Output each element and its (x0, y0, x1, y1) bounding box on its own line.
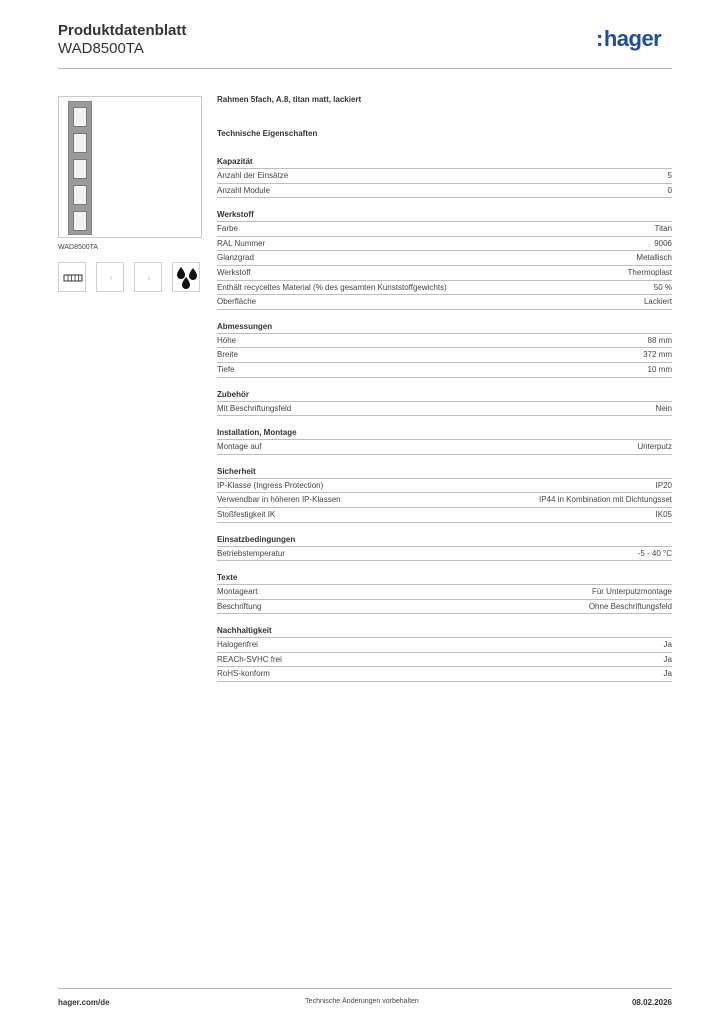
spec-section (217, 388, 672, 417)
water-drops-icon (172, 262, 200, 292)
section-heading: Werkstoff (217, 208, 672, 222)
spec-row (217, 493, 672, 508)
spec-row (217, 402, 672, 417)
spec-row (217, 348, 672, 363)
logo-text: hager (603, 26, 662, 51)
frame-slot (73, 211, 87, 231)
spec-value: -5 - 40 °C (637, 548, 672, 558)
section-heading: Sicherheit (217, 465, 672, 479)
frame-slot (73, 159, 87, 179)
logo-colon-icon: : (596, 26, 603, 51)
spec-row (217, 667, 672, 682)
spec-label: Tiefe (217, 364, 235, 374)
spec-row (217, 479, 672, 494)
spec-sections (217, 155, 672, 682)
spec-row (217, 653, 672, 668)
image-caption: WAD8500TA (58, 244, 99, 251)
spec-value: Nein (655, 403, 672, 413)
spec-label: Halogenfrei (217, 640, 258, 650)
spec-value: Unterputz (637, 442, 672, 452)
article-number: WAD8500TA (58, 40, 144, 57)
section-heading: Einsatzbedingungen (217, 533, 672, 547)
spec-row (217, 600, 672, 615)
spec-label: Verwendbar in höheren IP-Klassen (217, 495, 341, 505)
spec-value: Metallisch (636, 253, 672, 263)
spec-label: REACh-SVHC frei (217, 654, 282, 664)
spec-row (217, 266, 672, 281)
spec-row (217, 184, 672, 199)
spec-value: Ja (663, 640, 672, 650)
spec-value: 50 % (653, 282, 672, 292)
spec-content (217, 92, 672, 682)
spec-row (217, 547, 672, 562)
spec-label: Breite (217, 350, 238, 360)
tech-properties-title: Technische Eigenschaften (217, 129, 318, 138)
spec-label: Beschriftung (217, 601, 262, 611)
section-heading: Nachhaltigkeit (217, 624, 672, 638)
footer-website: hager.com/de (58, 998, 110, 1007)
spec-label: Glanzgrad (217, 253, 254, 263)
footer-divider (58, 988, 672, 989)
spec-value: 0 (667, 185, 672, 195)
spec-label: IP-Klasse (Ingress Protection) (217, 480, 324, 490)
spec-value: Titan (654, 224, 672, 234)
spec-row (217, 508, 672, 523)
spec-value: Thermoplast (627, 267, 672, 277)
module-strip-icon (58, 262, 86, 292)
frame-slot (73, 185, 87, 205)
spec-value: IK05 (655, 509, 672, 519)
spec-value: 5 (667, 171, 672, 180)
spec-row (217, 440, 672, 455)
section-heading: Zubehör (217, 388, 672, 402)
spec-row (217, 281, 672, 296)
document-title: Produktdatenblatt (58, 22, 187, 39)
spec-section (217, 155, 672, 198)
header-divider (58, 68, 672, 69)
spec-section (217, 208, 672, 310)
spec-value: 372 mm (643, 350, 672, 360)
spec-label: RAL Nummer (217, 238, 266, 248)
hager-logo (596, 26, 661, 52)
frame-slot (73, 107, 87, 127)
spec-value: IP44 in Kombination mit Dichtungsset (539, 495, 672, 505)
spec-label: Werkstoff (217, 267, 251, 277)
spec-row (217, 363, 672, 378)
spec-row (217, 222, 672, 237)
frame-illustration (68, 101, 92, 235)
spec-section (217, 320, 672, 378)
spec-value: 88 mm (647, 335, 672, 345)
spec-label: Mit Beschriftungsfeld (217, 403, 292, 413)
spec-section (217, 571, 672, 614)
spec-section (217, 533, 672, 562)
spec-row (217, 638, 672, 653)
spec-value: Ohne Beschriftungsfeld (588, 601, 672, 611)
spec-row (217, 585, 672, 600)
spec-section (217, 624, 672, 682)
spec-value: 10 mm (647, 364, 672, 374)
section-heading: Abmessungen (217, 320, 672, 334)
section-heading: Installation, Montage (217, 426, 672, 440)
spec-label: Höhe (217, 335, 237, 345)
product-description: Rahmen 5fach, A.8, titan matt, lackiert (217, 95, 362, 104)
spec-row (217, 169, 672, 184)
footer-note: Technische Änderungen vorbehalten (305, 998, 419, 1005)
spec-label: Anzahl Module (217, 185, 270, 195)
spec-value: Lackiert (643, 297, 672, 307)
spec-value: Ja (663, 654, 672, 664)
spec-label: Farbe (217, 224, 238, 234)
spec-label: Betriebstemperatur (217, 548, 286, 558)
section-heading: Kapazität (217, 155, 672, 169)
footer-date: 08.02.2026 (631, 998, 672, 1007)
blank-thumb-icon (96, 262, 124, 292)
spec-row (217, 251, 672, 266)
spec-value: 9006 (654, 238, 672, 248)
spec-label: Montageart (217, 587, 258, 597)
section-heading: Texte (217, 571, 672, 585)
spec-label: Enthält recyceltes Material (% des gesamten Kunststoffgewichts) (217, 282, 447, 292)
spec-label: Anzahl der Einsätze (217, 171, 289, 180)
spec-value: Ja (663, 669, 672, 679)
spec-label: Montage auf (217, 442, 262, 452)
spec-label: RoHS-konform (217, 669, 270, 679)
spec-row (217, 295, 672, 310)
blank-thumb-icon (134, 262, 162, 292)
spec-row (217, 334, 672, 349)
spec-label: Oberfläche (217, 297, 257, 307)
spec-label: Stoßfestigkeit IK (217, 509, 276, 519)
spec-value: IP20 (655, 480, 672, 490)
spec-section (217, 426, 672, 455)
frame-slot (73, 133, 87, 153)
spec-section (217, 465, 672, 523)
product-image (58, 96, 202, 238)
spec-value: Für Unterputzmontage (591, 587, 672, 597)
spec-row (217, 237, 672, 252)
